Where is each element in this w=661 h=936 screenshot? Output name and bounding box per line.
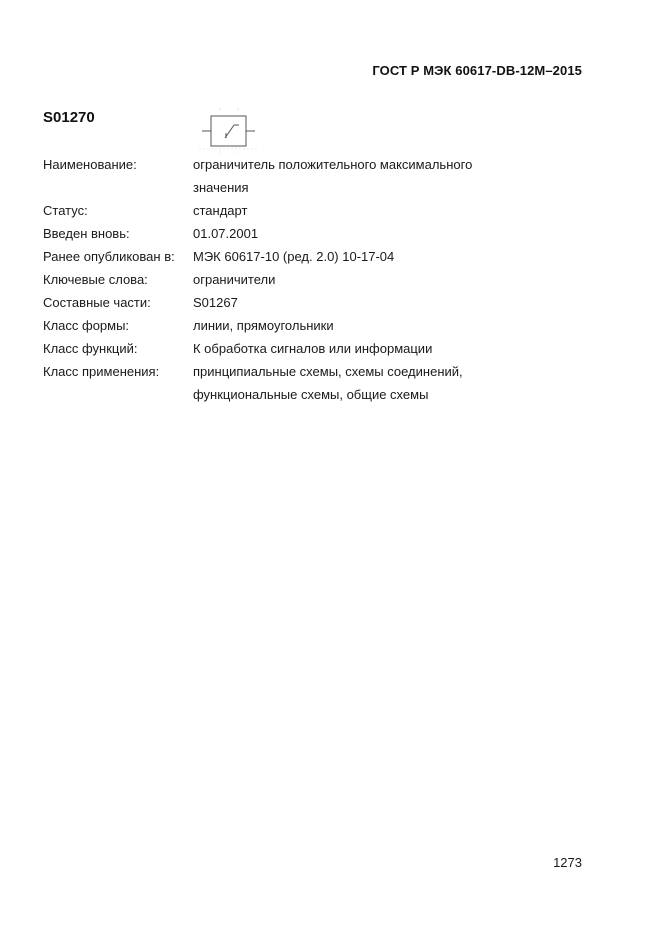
property-value-line: значения — [193, 180, 249, 195]
property-previously-published — [43, 245, 493, 268]
property-value — [193, 314, 493, 337]
property-label: Введен вновь: — [43, 226, 130, 241]
property-keywords — [43, 268, 493, 291]
property-value-line: принципиальные схемы, схемы соединений, — [193, 364, 463, 379]
property-value — [193, 337, 493, 360]
property-value-line: стандарт — [193, 203, 248, 218]
property-label: Наименование: — [43, 157, 137, 172]
page-number: 1273 — [553, 855, 582, 870]
symbol-code: S01270 — [43, 109, 95, 126]
property-value — [193, 222, 493, 245]
property-introduced — [43, 222, 493, 245]
property-value-line: S01267 — [193, 295, 238, 310]
property-value — [193, 245, 493, 268]
property-value — [193, 360, 493, 406]
property-label: Класс применения: — [43, 364, 160, 379]
property-value — [193, 153, 493, 199]
property-label: Ключевые слова: — [43, 272, 148, 287]
property-label: Класс формы: — [43, 318, 130, 333]
property-value-line: функциональные схемы, общие схемы — [193, 387, 429, 402]
property-value-line: 01.07.2001 — [193, 226, 259, 241]
property-status — [43, 199, 493, 222]
property-value — [193, 268, 493, 291]
property-value-line: линии, прямоугольники — [193, 318, 334, 333]
property-value-line: К обработка сигналов или информации — [193, 341, 433, 356]
property-label: Класс функций: — [43, 341, 138, 356]
document-standard-header: ГОСТ Р МЭК 60617-DB-12M–2015 — [372, 63, 582, 78]
property-value-line: ограничители — [193, 272, 276, 287]
property-value-line: ограничитель положительного максимального — [193, 157, 473, 172]
property-function-class — [43, 337, 493, 360]
property-components — [43, 291, 493, 314]
property-value — [193, 291, 493, 314]
symbol-properties-list — [43, 153, 493, 406]
property-label: Ранее опубликован в: — [43, 249, 175, 264]
property-value — [193, 199, 493, 222]
property-application-class — [43, 360, 493, 406]
property-label: Статус: — [43, 203, 88, 218]
property-value-line: МЭК 60617-10 (ред. 2.0) 10-17-04 — [193, 249, 395, 264]
property-label: Составные части: — [43, 295, 151, 310]
limiter-symbol-icon — [198, 105, 260, 153]
property-name — [43, 153, 493, 199]
property-shape-class — [43, 314, 493, 337]
